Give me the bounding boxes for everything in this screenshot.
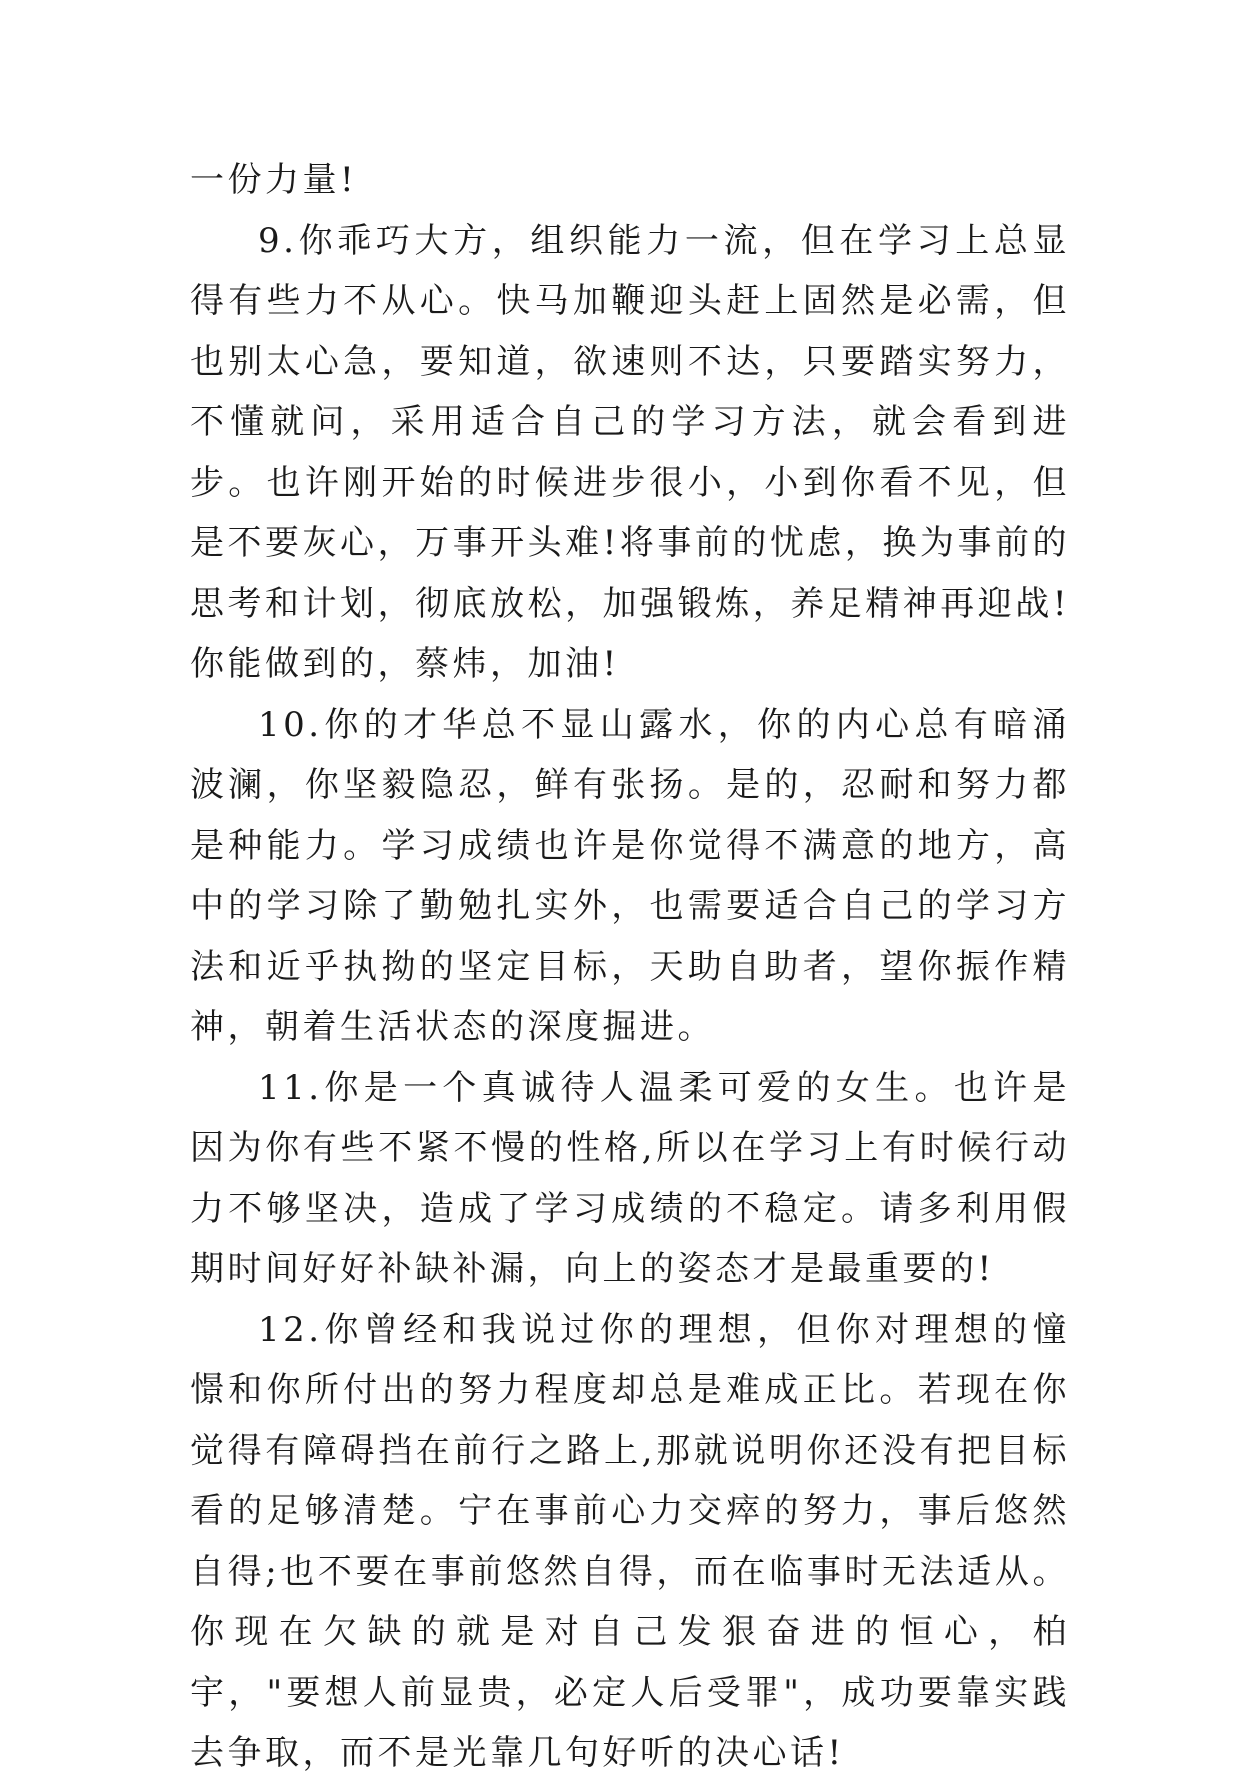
paragraph-comment-9: 9.你乖巧大方，组织能力一流，但在学习上总显得有些力不从心。快马加鞭迎头赶上固然是必需，但也别太心急，要知道，欲速则不达，只要踏实努力，不懂就问，采用适合自己的学习方法，就会看到进步。也许刚开始的时候进步很小，小到你看不见，但是不要灰心，万事开头难!将事前的忧虑，换为事前的思考和计划，彻底放松，加强锻炼，养足精神再迎战!你能做到的，蔡炜，加油! — [190, 220, 1070, 684]
paragraph-comment-10: 10.你的才华总不显山露水，你的内心总有暗涌波澜，你坚毅隐忍，鲜有张扬。是的，忍耐和努力都是种能力。学习成绩也许是你觉得不满意的地方，高中的学习除了勤勉扎实外，也需要适合自己的学习方法和近乎执拗的坚定目标，天助自助者，望你振作精神，朝着生活状态的深度掘进。 — [190, 704, 1070, 1047]
document-body — [190, 150, 1070, 1784]
paragraph-continuation: 一份力量! — [190, 160, 358, 200]
paragraph-comment-11: 11.你是一个真诚待人温柔可爱的女生。也许是因为你有些不紧不慢的性格,所以在学习上有时候行动力不够坚决，造成了学习成绩的不稳定。请多利用假期时间好好补缺补漏，向上的姿态才是最重要的! — [190, 1067, 1070, 1289]
paragraph-comment-12: 12.你曾经和我说过你的理想，但你对理想的憧憬和你所付出的努力程度却总是难成正比。若现在你觉得有障碍挡在前行之路上,那就说明你还没有把目标看的足够清楚。宁在事前心力交瘁的努力，事后悠然自得;也不要在事前悠然自得，而在临事时无法适从。你现在欠缺的就是对自己发狠奋进的恒心，柏宇，"要想人前显贵，必定人后受罪"，成功要靠实践去争取，而不是光靠几句好听的决心话! — [190, 1309, 1070, 1773]
